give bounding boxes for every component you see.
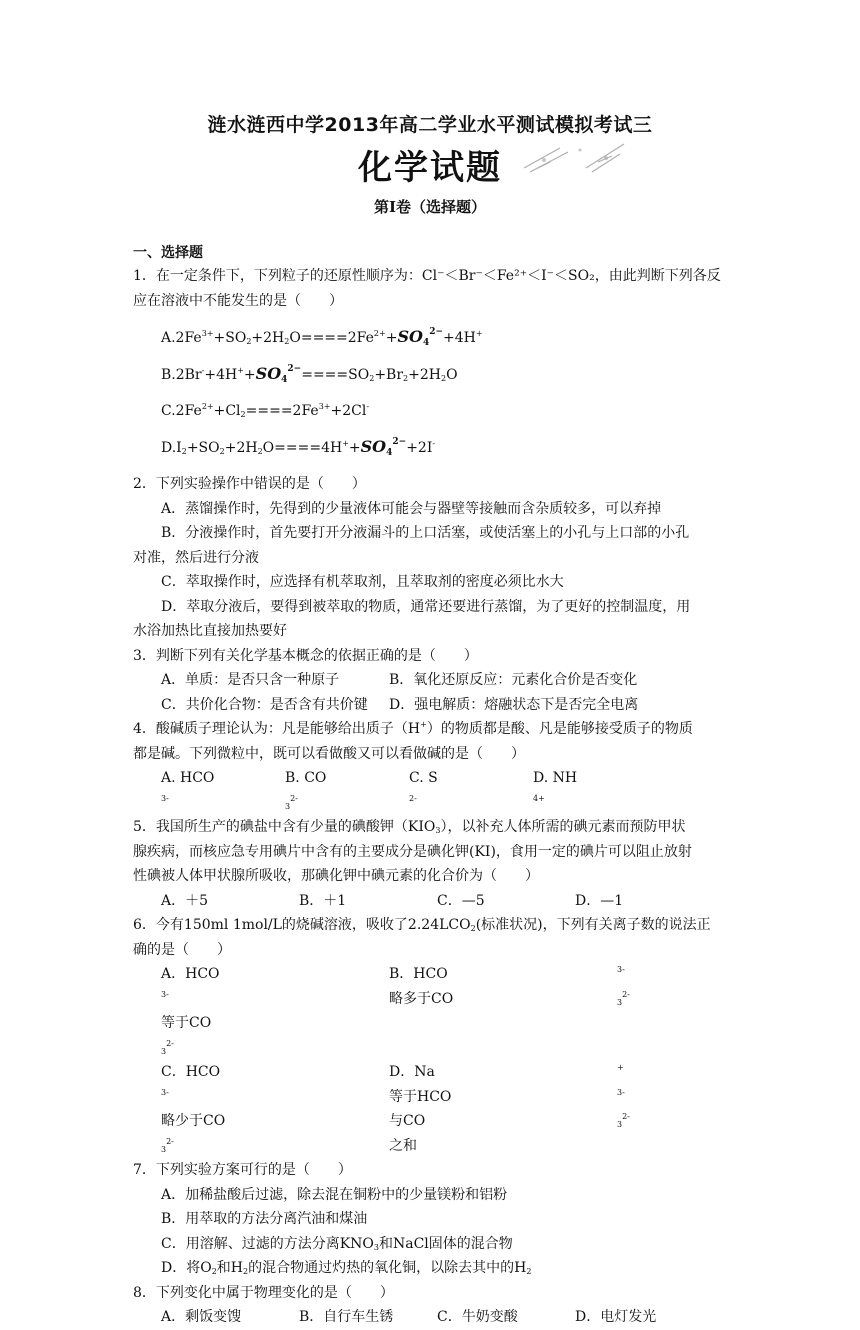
question-2-option-a: A．蒸馏操作时，先得到的少量液体可能会与器壁等接触而含杂质较多，可以弃掉 — [161, 500, 662, 517]
question-6-option-d: D．Na +等于HCO $^{3-}$与CO $_3^{2-}$之和 — [389, 1063, 630, 1154]
question-list — [133, 242, 733, 1330]
exam-title: 涟水涟西中学2013年高二学业水平测试模拟考试三 — [207, 114, 653, 136]
question-2-option-c: C．萃取操作时，应选择有机萃取剂，且萃取剂的密度必须比水大 — [161, 574, 564, 590]
question-5-option-d: D．—1 — [575, 892, 624, 909]
question-5-stem-cont2: 性碘被人体甲状腺所吸收，那碘化钾中碘元素的化合价为（ ） — [133, 868, 539, 884]
question-6-option-b: B．HCO $^{3-}$略多于CO $_3^{2-}$ — [389, 965, 630, 1007]
sulfate-ion: $SO_4^{2-}$ — [397, 327, 444, 348]
question-6-options-row1 — [133, 962, 733, 1060]
question-4-option-d: D. $NH^{4+}$ — [533, 770, 578, 803]
question-8-option-a: A．剩饭变馊 — [161, 1309, 242, 1325]
sulfate-ion: $SO_4^{2-}$ — [360, 437, 407, 458]
question-2-option-b-cont: 对准，然后进行分液 — [133, 549, 259, 566]
question-1-option-a: $A.2Fe^{3+}+SO_2+2H_2O====2Fe^{2+}+SO_4^{2-}+4H^+$ — [161, 327, 483, 348]
question-2-option-b: B．分液操作时，首先要打开分液漏斗的上口活塞，或使活塞上的小孔与上口部的小孔 — [161, 525, 690, 541]
section-heading: 一、选择题 — [133, 245, 203, 261]
question-8-options — [133, 1305, 733, 1330]
question-3-option-c: C．共价化合物：是否含有共价键 — [161, 696, 368, 713]
question-1-option-c: $C.2Fe^{2+}+Cl_2====2Fe^{3+}+2Cl^-$ — [161, 402, 370, 419]
question-3-options-row1 — [133, 668, 733, 693]
question-4-option-b: B. $CO_3^{2-}$ — [285, 770, 327, 811]
question-8-option-b: B．自行车生锈 — [299, 1309, 394, 1325]
question-7-option-d: D．将$O_2$和$H_2$的混合物通过灼热的氧化铜，以除去其中的$H_2$ — [161, 1260, 532, 1276]
question-4-option-a: A. $HCO^{3-}$ — [161, 770, 215, 803]
question-7-option-a: A．加稀盐酸后过滤，除去混在铜粉中的少量镁粉和铝粉 — [161, 1186, 508, 1203]
question-3-stem: 3．判断下列有关化学基本概念的依据正确的是（ ） — [133, 647, 478, 664]
question-2-option-d-cont: 水浴加热比直接加热要好 — [133, 623, 287, 639]
question-6-option-a: A．$HCO^{3-}$等于$CO_3^{2-}$ — [161, 966, 220, 1056]
question-7-option-b: B．用萃取的方法分离汽油和煤油 — [161, 1211, 368, 1227]
question-2-option-d: D．萃取分液后，要得到被萃取的物质，通常还要进行蒸馏，为了更好的控制温度，用 — [161, 598, 691, 615]
watermark-stamp-icon — [520, 138, 630, 178]
question-5-option-b: B．＋1 — [299, 892, 347, 909]
question-5-options — [133, 889, 733, 914]
question-3-option-b: B．氧化还原反应：元素化合价是否变化 — [389, 672, 638, 688]
subject-title: 化学试题 — [358, 148, 502, 188]
question-4-stem: 4．酸碱质子理论认为：凡是能够给出质子（H+）的物质都是酸、凡是能够接受质子的物质 — [133, 720, 693, 737]
question-6-option-c: C．$HCO^{3-}$略少于$CO_3^{2-}$ — [161, 1064, 226, 1154]
question-1-stem-cont: 应在溶液中不能发生的是（ ） — [133, 292, 343, 309]
question-5-option-a: A．＋5 — [161, 892, 209, 909]
part-label: 第Ⅰ卷（选择题） — [373, 198, 487, 216]
question-2-stem: 2．下列实验操作中错误的是（ ） — [133, 476, 366, 492]
question-4-stem-cont: 都是碱。下列微粒中，既可以看做酸又可以看做碱的是（ ） — [133, 745, 525, 762]
sulfate-ion: $SO_4^{2-}$ — [255, 364, 302, 385]
question-4-options — [133, 766, 733, 815]
question-6-stem: 6．今有150ml 1mol/L的烧碱溶液，吸收了$2.24LCO_2$(标准状况)，下列有关离子数的说法正 — [133, 917, 711, 933]
question-1-stem: 1．在一定条件下，下列粒子的还原性顺序为：Cl⁻＜Br⁻＜Fe²⁺＜I⁻＜SO₂，由此判断下列各反 — [133, 268, 721, 284]
question-1-option-d: $D.I_2+SO_2+2H_2O====4H^++SO_4^{2-}+2I^-$ — [161, 437, 436, 458]
question-8-option-d: D．电灯发光 — [575, 1309, 657, 1325]
question-6-stem-cont: 确的是（ ） — [133, 941, 231, 958]
question-8-option-c: C．牛奶变酸 — [437, 1309, 518, 1325]
question-7-stem: 7．下列实验方案可行的是（ ） — [133, 1162, 352, 1178]
question-5-option-c: C．—5 — [437, 892, 485, 909]
question-7-option-c: C．用溶解、过滤的方法分离$KNO_3$和NaCl固体的混合物 — [161, 1235, 513, 1252]
question-3-option-a: A．单质：是否只含一种原子 — [161, 672, 340, 688]
question-1-option-b: $B.2Br^-+4H^++SO_4^{2-}====SO_2+Br_2+2H_2O$ — [161, 364, 458, 385]
question-3-options-row2 — [133, 693, 733, 718]
question-6-options-row2 — [133, 1060, 733, 1158]
question-5-stem-cont: 腺疾病，而核应急专用碘片中含有的主要成分是碘化钾(KI)，食用一定的碘片可以阻止放射 — [133, 843, 692, 860]
question-3-option-d: D．强电解质：熔融状态下是否完全电离 — [389, 696, 639, 713]
question-8-stem: 8．下列变化中属于物理变化的是（ ） — [133, 1284, 394, 1301]
question-5-stem: 5．我国所生产的碘盐中含有少量的碘酸钾$(KIO_3)$，以补充人体所需的碘元素而预防甲状 — [133, 819, 686, 835]
question-4-option-c: C. $S^{2-}$ — [409, 770, 438, 803]
